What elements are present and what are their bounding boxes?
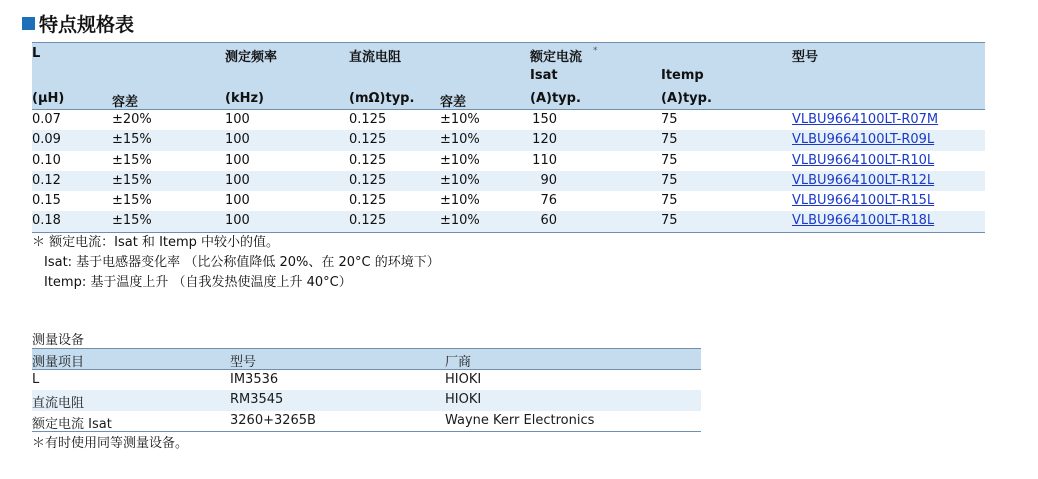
cell-tolerance: ±15%: [112, 152, 152, 168]
cell-model: 3260+3265B: [230, 412, 316, 428]
cell-isat: 120: [532, 132, 557, 148]
cell-l: 0.15: [32, 193, 61, 209]
cell-isat: 150: [532, 112, 557, 127]
header-maker: 厂商: [445, 355, 472, 370]
cell-l: 0.09: [32, 132, 61, 148]
cell-l: 0.18: [32, 213, 61, 229]
table-row: [32, 211, 985, 232]
header-itemp-unit: (A)typ.: [661, 91, 712, 106]
cell-freq: 100: [225, 193, 250, 209]
cell-dcr-tolerance: ±10%: [440, 152, 480, 168]
table-row: [32, 151, 985, 171]
header-rated-mark: *: [593, 46, 598, 56]
cell-itemp: 75: [661, 172, 678, 188]
measurement-note: ＊有时使用同等测量设备。: [32, 436, 189, 451]
cell-l: 0.12: [32, 172, 61, 188]
cell-tolerance: ±20%: [112, 112, 152, 127]
cell-dcr: 0.125: [349, 112, 387, 127]
cell-dcr: 0.125: [349, 152, 387, 168]
cell-dcr-tolerance: ±10%: [440, 112, 480, 127]
measurement-title: 测量设备: [32, 333, 85, 348]
cell-item: 额定电流 Isat: [32, 416, 112, 432]
header-isat: Isat: [530, 68, 558, 83]
header-rated-current: 额定电流: [530, 50, 583, 65]
part-number-link[interactable]: VLBU9664100LT-R15L: [792, 193, 935, 209]
cell-freq: 100: [225, 213, 250, 229]
cell-model: RM3545: [230, 392, 284, 408]
header-item: 测量项目: [32, 355, 85, 370]
part-number-link[interactable]: VLBU9664100LT-R09L: [792, 132, 935, 148]
header-isat-unit: (A)typ.: [530, 91, 581, 106]
cell-dcr-tolerance: ±10%: [440, 193, 480, 209]
note-itemp: Itemp: 基于温度上升 （自我发热使温度上升 40°C）: [44, 275, 352, 290]
header-dcr: 直流电阻: [349, 50, 402, 65]
spec-notes: [32, 233, 440, 293]
header-freq-unit: (kHz): [225, 91, 264, 106]
cell-itemp: 75: [661, 132, 678, 148]
header-freq: 测定频率: [225, 50, 278, 65]
table-row: [32, 191, 985, 211]
cell-dcr-tolerance: ±10%: [440, 213, 480, 229]
header-part-number: 型号: [792, 50, 819, 65]
cell-maker: Wayne Kerr Electronics: [445, 412, 595, 428]
cell-isat: 90: [540, 172, 557, 188]
cell-itemp: 75: [661, 152, 678, 168]
cell-freq: 100: [225, 132, 250, 148]
cell-l: 0.07: [32, 112, 61, 127]
cell-isat: 110: [532, 152, 557, 168]
part-number-link[interactable]: VLBU9664100LT-R12L: [792, 172, 935, 188]
cell-dcr-tolerance: ±10%: [440, 172, 480, 188]
table-row: [32, 370, 701, 390]
section-title: [22, 10, 134, 37]
cell-itemp: 75: [661, 213, 678, 229]
table-row: [32, 110, 985, 130]
section-title-text: 特点规格表: [39, 14, 135, 36]
note-rated-current: ＊ 额定电流：Isat 和 Itemp 中较小的值。: [32, 235, 280, 250]
header-l: L: [32, 46, 41, 61]
cell-maker: HIOKI: [445, 392, 482, 408]
cell-model: IM3536: [230, 372, 279, 387]
cell-tolerance: ±15%: [112, 213, 152, 229]
cell-dcr: 0.125: [349, 193, 387, 209]
measurement-table: [32, 348, 701, 432]
part-number-link[interactable]: VLBU9664100LT-R18L: [792, 213, 935, 229]
cell-tolerance: ±15%: [112, 132, 152, 148]
cell-tolerance: ±15%: [112, 172, 152, 188]
note-isat: Isat: 基于电感器变化率 （比公称值降低 20%、在 20°C 的环境下）: [44, 255, 440, 270]
table-row: [32, 390, 701, 410]
cell-item: 直流电阻: [32, 396, 85, 412]
header-dcr-tolerance: 容差: [440, 95, 467, 110]
header-l-unit: (μH): [32, 91, 65, 106]
spec-table-header: [32, 42, 985, 110]
title-square-icon: [22, 17, 35, 30]
cell-dcr: 0.125: [349, 132, 387, 148]
measurement-table-header: [32, 348, 701, 370]
cell-dcr: 0.125: [349, 172, 387, 188]
part-number-link[interactable]: VLBU9664100LT-R10L: [792, 152, 935, 168]
part-number-link[interactable]: VLBU9664100LT-R07M: [792, 112, 939, 127]
cell-itemp: 75: [661, 193, 678, 209]
header-model: 型号: [230, 355, 257, 370]
cell-l: 0.10: [32, 152, 61, 168]
cell-isat: 76: [540, 193, 557, 209]
header-dcr-unit: (mΩ)typ.: [349, 91, 415, 106]
cell-freq: 100: [225, 172, 250, 188]
cell-freq: 100: [225, 112, 250, 127]
spec-table: [32, 42, 985, 233]
cell-maker: HIOKI: [445, 372, 482, 387]
cell-itemp: 75: [661, 112, 678, 127]
table-row: [32, 130, 985, 150]
cell-dcr: 0.125: [349, 213, 387, 229]
cell-item: L: [32, 372, 40, 387]
header-tolerance: 容差: [112, 95, 139, 110]
table-row: [32, 171, 985, 191]
cell-freq: 100: [225, 152, 250, 168]
cell-tolerance: ±15%: [112, 193, 152, 209]
header-itemp: Itemp: [661, 68, 704, 83]
table-row: [32, 411, 701, 432]
cell-dcr-tolerance: ±10%: [440, 132, 480, 148]
cell-isat: 60: [540, 213, 557, 229]
